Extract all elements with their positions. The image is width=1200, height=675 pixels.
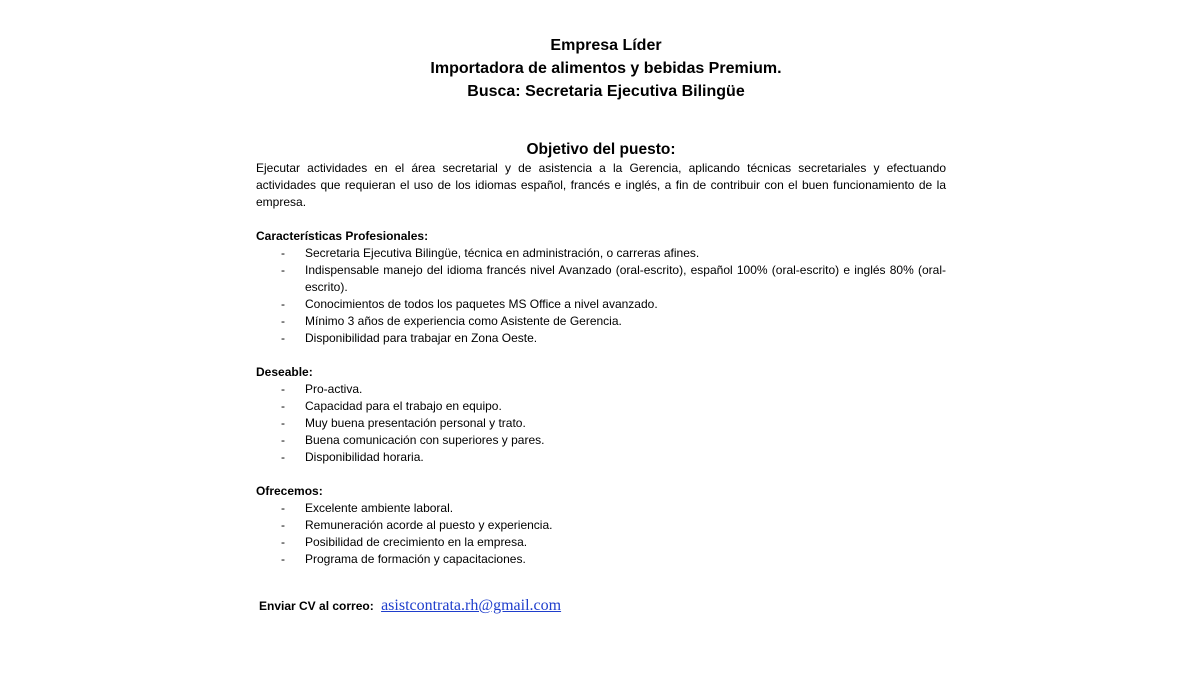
caracteristicas-heading: Características Profesionales: — [256, 229, 429, 243]
bullet-dash: - — [281, 518, 285, 532]
list-item-text: Secretaria Ejecutiva Bilingüe, técnica en administración, o carreras afines. — [305, 246, 700, 260]
contact-line — [259, 596, 561, 616]
list-item-text: Muy buena presentación personal y trato. — [305, 416, 526, 430]
ofrecemos-list — [256, 500, 946, 568]
bullet-dash: - — [281, 535, 285, 549]
bullet-dash: - — [281, 331, 285, 345]
list-item-text: Mínimo 3 años de experiencia como Asistente de Gerencia. — [305, 314, 622, 328]
deseable-heading: Deseable: — [256, 365, 313, 379]
bullet-dash: - — [281, 433, 285, 447]
list-item — [256, 432, 946, 449]
bullet-dash: - — [281, 263, 285, 277]
bullet-dash: - — [281, 552, 285, 566]
objective-text: Ejecutar actividades en el área secretarial y de asistencia a la Gerencia, aplicando técnicas secretariales y efectuando actividades que requieran el uso de los idiomas español, francés e inglés, a fin de contribuir con el buen funcionamiento de la empresa. — [256, 161, 946, 209]
caracteristicas-list — [256, 245, 946, 347]
list-item-text: Disponibilidad para trabajar en Zona Oeste. — [305, 331, 538, 345]
list-item-text: Excelente ambiente laboral. — [305, 501, 454, 515]
list-item — [256, 245, 946, 262]
position-title: Busca: Secretaria Ejecutiva Bilingüe — [467, 83, 745, 100]
list-item-text: Indispensable manejo del idioma francés nivel Avanzado (oral-escrito), español 100% (oral-escrito) e inglés 80% (oral-escrito). — [305, 263, 946, 294]
job-posting — [256, 34, 946, 568]
list-item — [256, 517, 946, 534]
posting-header — [261, 34, 951, 103]
list-item — [256, 313, 946, 330]
ofrecemos-heading: Ofrecemos: — [256, 484, 323, 498]
deseable-list — [256, 381, 946, 466]
objective-heading: Objetivo del puesto: — [526, 141, 676, 158]
bullet-dash: - — [281, 314, 285, 328]
list-item — [256, 330, 946, 347]
contact-label: Enviar CV al correo: — [259, 599, 374, 613]
contact-email-link[interactable]: asistcontrata.rh@gmail.com — [381, 597, 562, 614]
list-item — [256, 398, 946, 415]
list-item — [256, 296, 946, 313]
bullet-dash: - — [281, 382, 285, 396]
bullet-dash: - — [281, 416, 285, 430]
list-item-text: Pro-activa. — [305, 382, 363, 396]
list-item — [256, 449, 946, 466]
list-item-text: Programa de formación y capacitaciones. — [305, 552, 526, 566]
list-item — [256, 500, 946, 517]
list-item-text: Posibilidad de crecimiento en la empresa. — [305, 535, 528, 549]
bullet-dash: - — [281, 450, 285, 464]
bullet-dash: - — [281, 297, 285, 311]
list-item-text: Remuneración acorde al puesto y experiencia. — [305, 518, 553, 532]
bullet-dash: - — [281, 399, 285, 413]
bullet-dash: - — [281, 501, 285, 515]
list-item — [256, 534, 946, 551]
list-item — [256, 381, 946, 398]
list-item-text: Disponibilidad horaria. — [305, 450, 424, 464]
list-item — [256, 415, 946, 432]
list-item-text: Capacidad para el trabajo en equipo. — [305, 399, 502, 413]
company-description: Importadora de alimentos y bebidas Premium. — [430, 60, 782, 77]
company-title: Empresa Líder — [550, 37, 662, 54]
list-item-text: Conocimientos de todos los paquetes MS Office a nivel avanzado. — [305, 297, 658, 311]
bullet-dash: - — [281, 246, 285, 260]
list-item — [256, 262, 946, 296]
list-item-text: Buena comunicación con superiores y pares. — [305, 433, 545, 447]
list-item — [256, 551, 946, 568]
